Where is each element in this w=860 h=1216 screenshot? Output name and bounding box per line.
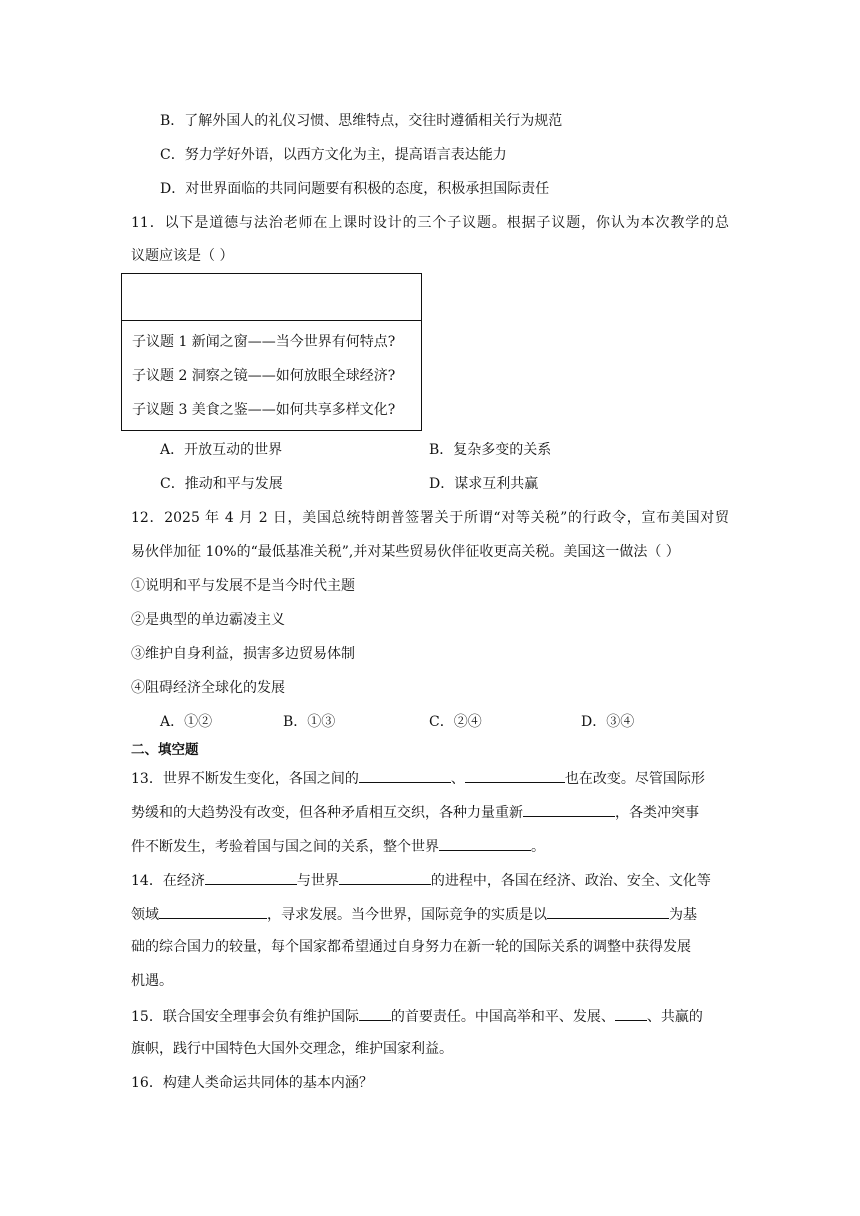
table-divider (122, 320, 421, 321)
q14-text: 与世界 (296, 873, 339, 889)
q13-text: 件不断发生，考验着国与国之间的关系，整个世界 (131, 839, 439, 855)
q14-text: 14．在经济 (131, 873, 205, 889)
section-heading-fill-blank: 二、填空题 (131, 742, 199, 758)
q12-stem-line-1: 12．2025 年 4 月 2 日，美国总统特朗普签署关于所谓“对等关税”的行政令，宣布美国对贸 (131, 510, 729, 526)
q11-option-c: C．推动和平与发展 (160, 476, 283, 492)
q14-line-1 (131, 869, 711, 891)
q12-option-c: C．②④ (429, 714, 482, 730)
q11-option-a: A．开放互动的世界 (160, 442, 283, 458)
q14-line-4: 机遇。 (131, 973, 173, 989)
q10-option-c: C．努力学好外语，以西方文化为主，提高语言表达能力 (160, 147, 507, 163)
answer-blank[interactable] (547, 903, 669, 919)
q14-line-3: 础的综合国力的较量，每个国家都希望通过自身努力在新一轮的国际关系的调整中获得发展 (131, 939, 691, 955)
q13-text: 也在改变。尽管国际形 (564, 771, 705, 787)
table-row: 子议题 3 美食之鉴——如何共享多样文化? (132, 402, 396, 418)
q13-text: 。 (531, 839, 545, 855)
q15-line-1 (131, 1005, 703, 1027)
q14-text: ，寻求发展。当今世界，国际竞争的实质是以 (267, 907, 547, 923)
q11-stem-line-2: 议题应该是（ ） (131, 248, 234, 264)
q15-text: 15．联合国安全理事会负有维护国际 (131, 1009, 359, 1025)
q13-line-1 (131, 767, 705, 789)
answer-blank[interactable] (205, 869, 297, 885)
q12-option-b: B．①③ (283, 714, 336, 730)
q10-option-b: B．了解外国人的礼仪习惯、思维特点，交往时遵循相关行为规范 (160, 113, 563, 129)
answer-blank[interactable] (523, 801, 615, 817)
q12-item-1: ①说明和平与发展不是当今时代主题 (131, 578, 355, 594)
q13-text: ，各类冲突事 (615, 805, 699, 821)
q11-stem-line-1: 11．以下是道德与法治老师在上课时设计的三个子议题。根据子议题，你认为本次教学的总 (131, 215, 729, 231)
q12-stem-line-2: 易伙伴加征 10%的“最低基准关税”,并对某些贸易伙伴征收更高关税。美国这一做法（ ） (131, 544, 680, 560)
q11-option-b: B．复杂多变的关系 (429, 442, 552, 458)
q13-text: 势缓和的大趋势没有改变，但各种矛盾相互交织，各种力量重新 (131, 805, 523, 821)
answer-blank[interactable] (159, 903, 267, 919)
q13-line-2 (131, 801, 699, 823)
answer-blank[interactable] (439, 835, 531, 851)
q15-text: 的首要责任。中国高举和平、发展、 (390, 1009, 615, 1025)
q13-text: 、 (450, 771, 465, 787)
q15-text: 、共赢的 (646, 1009, 703, 1025)
q13-line-3 (131, 835, 545, 857)
q14-text: 为基 (669, 907, 697, 923)
answer-blank[interactable] (359, 767, 451, 783)
table-row: 子议题 1 新闻之窗——当今世界有何特点? (132, 334, 396, 350)
q12-option-d: D．③④ (581, 714, 635, 730)
q16-line: 16．构建人类命运共同体的基本内涵？ (131, 1075, 373, 1091)
q14-line-2 (131, 903, 697, 925)
q12-item-3: ③维护自身利益，损害多边贸易体制 (131, 646, 355, 662)
q13-text: 13．世界不断发生变化，各国之间的 (131, 771, 359, 787)
q12-item-2: ②是典型的单边霸凌主义 (131, 612, 285, 628)
answer-blank[interactable] (359, 1005, 391, 1021)
answer-blank[interactable] (615, 1005, 647, 1021)
answer-blank[interactable] (339, 869, 431, 885)
q10-option-d: D．对世界面临的共同问题要有积极的态度，积极承担国际责任 (160, 181, 550, 197)
q11-subtopic-table (121, 273, 422, 431)
answer-blank[interactable] (465, 767, 565, 783)
q14-text: 的进程中，各国在经济、政治、安全、文化等 (430, 873, 711, 889)
q12-option-a: A．①② (160, 714, 213, 730)
q12-item-4: ④阻碍经济全球化的发展 (131, 680, 285, 696)
q11-option-d: D．谋求互利共赢 (429, 476, 539, 492)
q15-line-2: 旗帜，践行中国特色大国外交理念，维护国家利益。 (131, 1041, 453, 1057)
q14-text: 领域 (131, 907, 159, 923)
table-row: 子议题 2 洞察之镜——如何放眼全球经济? (132, 368, 396, 384)
